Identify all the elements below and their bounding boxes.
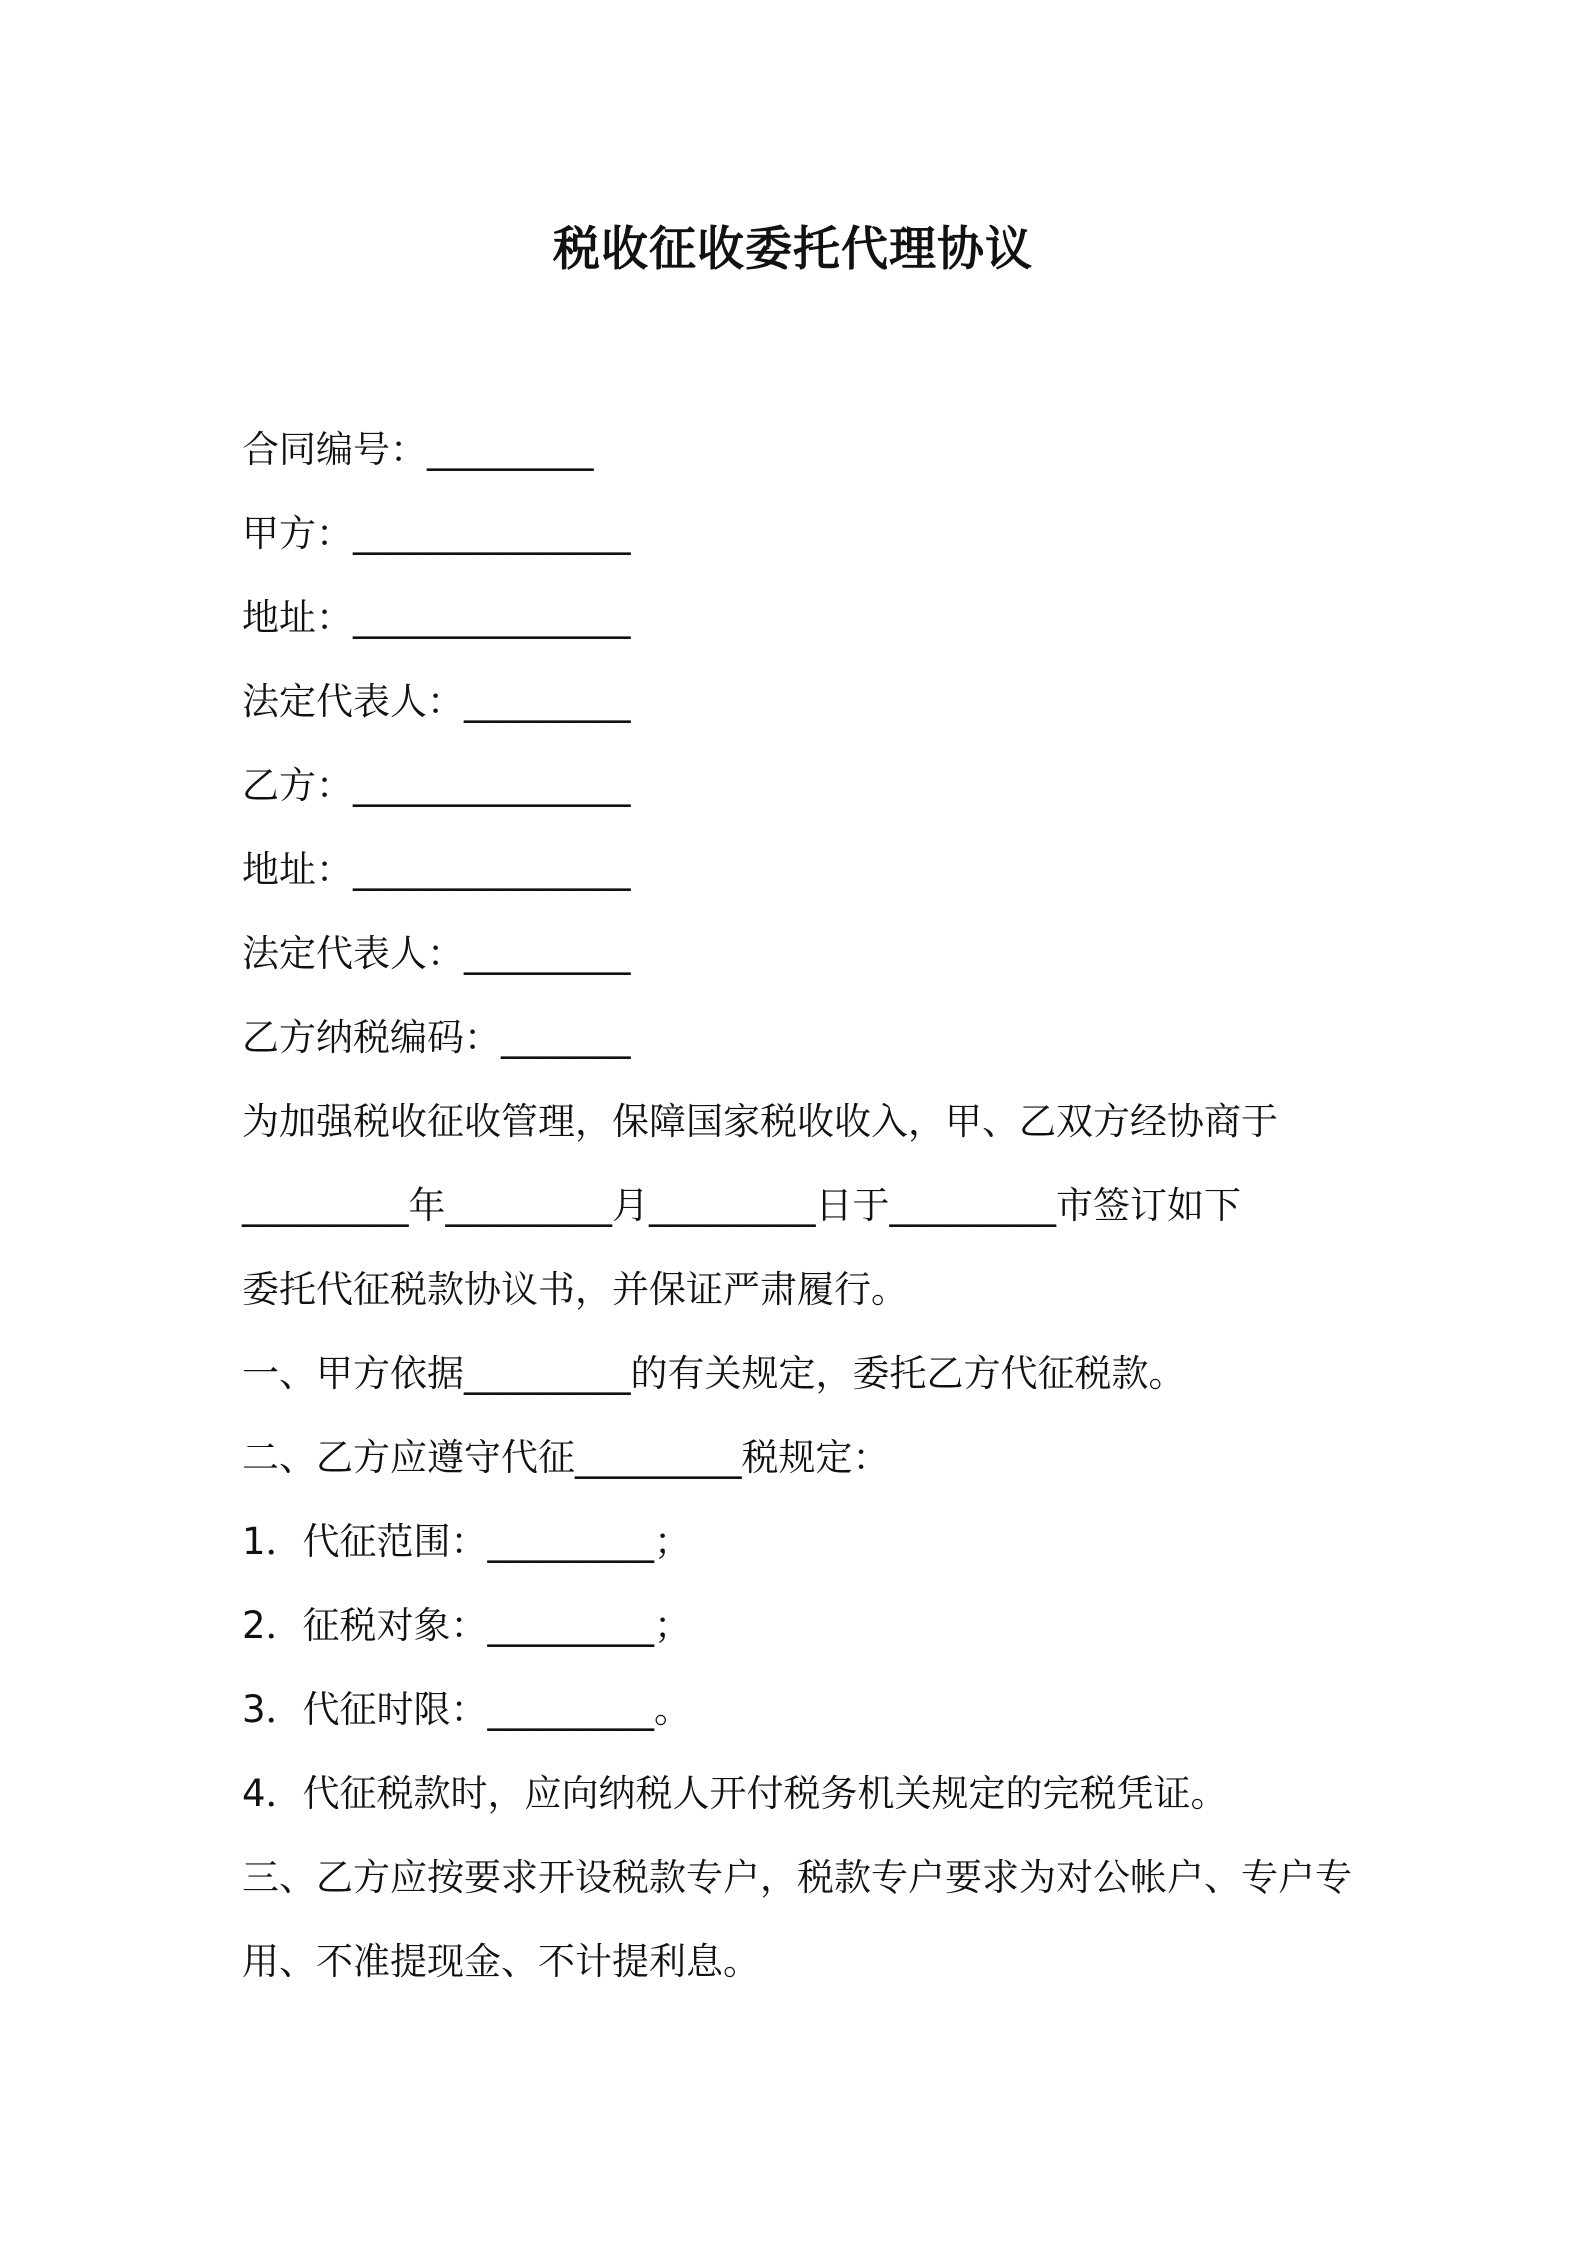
clause-three-line-2: 用、不准提现金、不计提利息。 — [242, 1940, 760, 1983]
clause-two-item-3: 3．代征时限：_________。 — [242, 1688, 692, 1731]
clause-two: 二、乙方应遵守代征_________税规定： — [242, 1436, 890, 1479]
party-b-tax-code-line: 乙方纳税编码：_______ — [242, 1016, 631, 1059]
party-a-legal-rep-line: 法定代表人：_________ — [242, 680, 631, 723]
party-b-line: 乙方：_______________ — [242, 764, 631, 807]
preamble-line-2: _________年_________月_________日于_________市签订如下 — [242, 1184, 1241, 1227]
contract-number-line: 合同编号：_________ — [242, 428, 594, 471]
clause-one: 一、甲方依据_________的有关规定，委托乙方代征税款。 — [242, 1352, 1186, 1395]
clause-three-line-1: 三、乙方应按要求开设税款专户，税款专户要求为对公帐户、专户专 — [242, 1856, 1352, 1899]
preamble-line-1: 为加强税收征收管理，保障国家税收收入，甲、乙双方经协商于 — [242, 1100, 1278, 1143]
clause-two-item-1: 1．代征范围：_________； — [242, 1520, 692, 1563]
document-body — [242, 408, 1362, 2004]
party-a-line: 甲方：_______________ — [242, 512, 631, 555]
clause-two-item-2: 2．征税对象：_________； — [242, 1604, 692, 1647]
party-b-legal-rep-line: 法定代表人：_________ — [242, 932, 631, 975]
clause-two-item-4: 4．代征税款时，应向纳税人开付税务机关规定的完税凭证。 — [242, 1772, 1228, 1815]
preamble-line-3: 委托代征税款协议书，并保证严肃履行。 — [242, 1268, 908, 1311]
party-a-address-line: 地址：_______________ — [242, 596, 631, 639]
document-title: 税收征收委托代理协议 — [553, 222, 1033, 277]
party-b-address-line: 地址：_______________ — [242, 848, 631, 891]
